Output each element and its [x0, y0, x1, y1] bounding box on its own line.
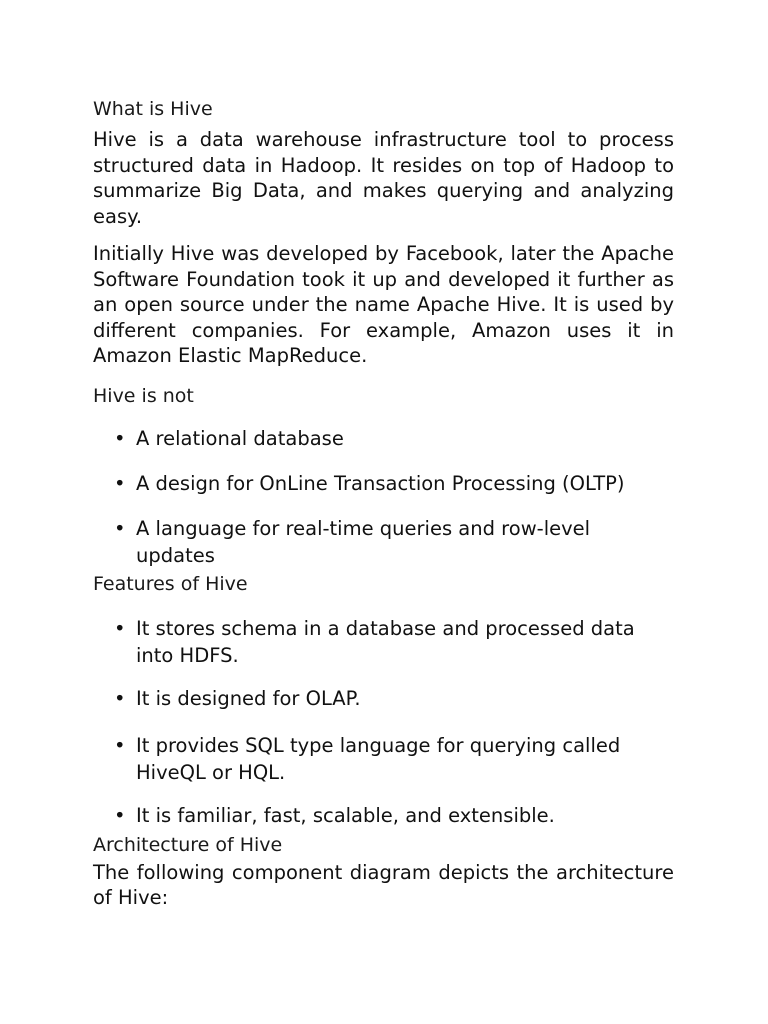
list-item [93, 515, 674, 569]
paragraph: Hive is a data warehouse infrastructure tool to process structured data in Hadoop. It resides on top of Hadoop to summarize Big Data, and makes querying and analyzing easy. [93, 128, 674, 228]
bullet-icon: • [114, 471, 126, 495]
list-item [93, 470, 674, 497]
bullet-icon: • [114, 803, 126, 827]
list-item [93, 685, 674, 712]
list-item [93, 425, 674, 452]
list-item-text: It stores schema in a database and processed data into HDFS. [136, 616, 635, 667]
bullet-icon: • [114, 516, 126, 540]
heading-features-of-hive: Features of Hive [93, 572, 248, 595]
bullet-icon: • [114, 616, 126, 640]
bullet-icon: • [114, 733, 126, 757]
document-body [93, 96, 674, 911]
bullet-icon: • [114, 426, 126, 450]
heading-what-is-hive: What is Hive [93, 98, 213, 120]
list-item [93, 615, 674, 669]
heading-hive-is-not: Hive is not [93, 384, 194, 407]
list-item-text: A relational database [136, 426, 344, 450]
list-item-text: A language for real-time queries and row-level updates [136, 516, 591, 567]
list-item [93, 732, 674, 786]
heading-architecture-of-hive: Architecture of Hive [93, 833, 283, 856]
paragraph: The following component diagram depicts the architecture of Hive: [93, 860, 674, 909]
list-item-text: A design for OnLine Transaction Processing (OLTP) [136, 471, 625, 495]
list-item-text: It provides SQL type language for querying called HiveQL or HQL. [136, 733, 621, 784]
bullet-icon: • [114, 686, 126, 710]
list-item [93, 802, 674, 829]
list-item-text: It is familiar, fast, scalable, and extensible. [136, 803, 555, 827]
bullet-list-hive-is-not [93, 425, 674, 569]
list-item-text: It is designed for OLAP. [136, 686, 361, 710]
bullet-list-features [93, 615, 674, 829]
paragraph: Initially Hive was developed by Facebook, later the Apache Software Foundation took it up and developed it further as an open source under the name Apache Hive. It is used by different companies. For example, Amazon uses it in Amazon Elastic MapReduce. [93, 242, 674, 367]
